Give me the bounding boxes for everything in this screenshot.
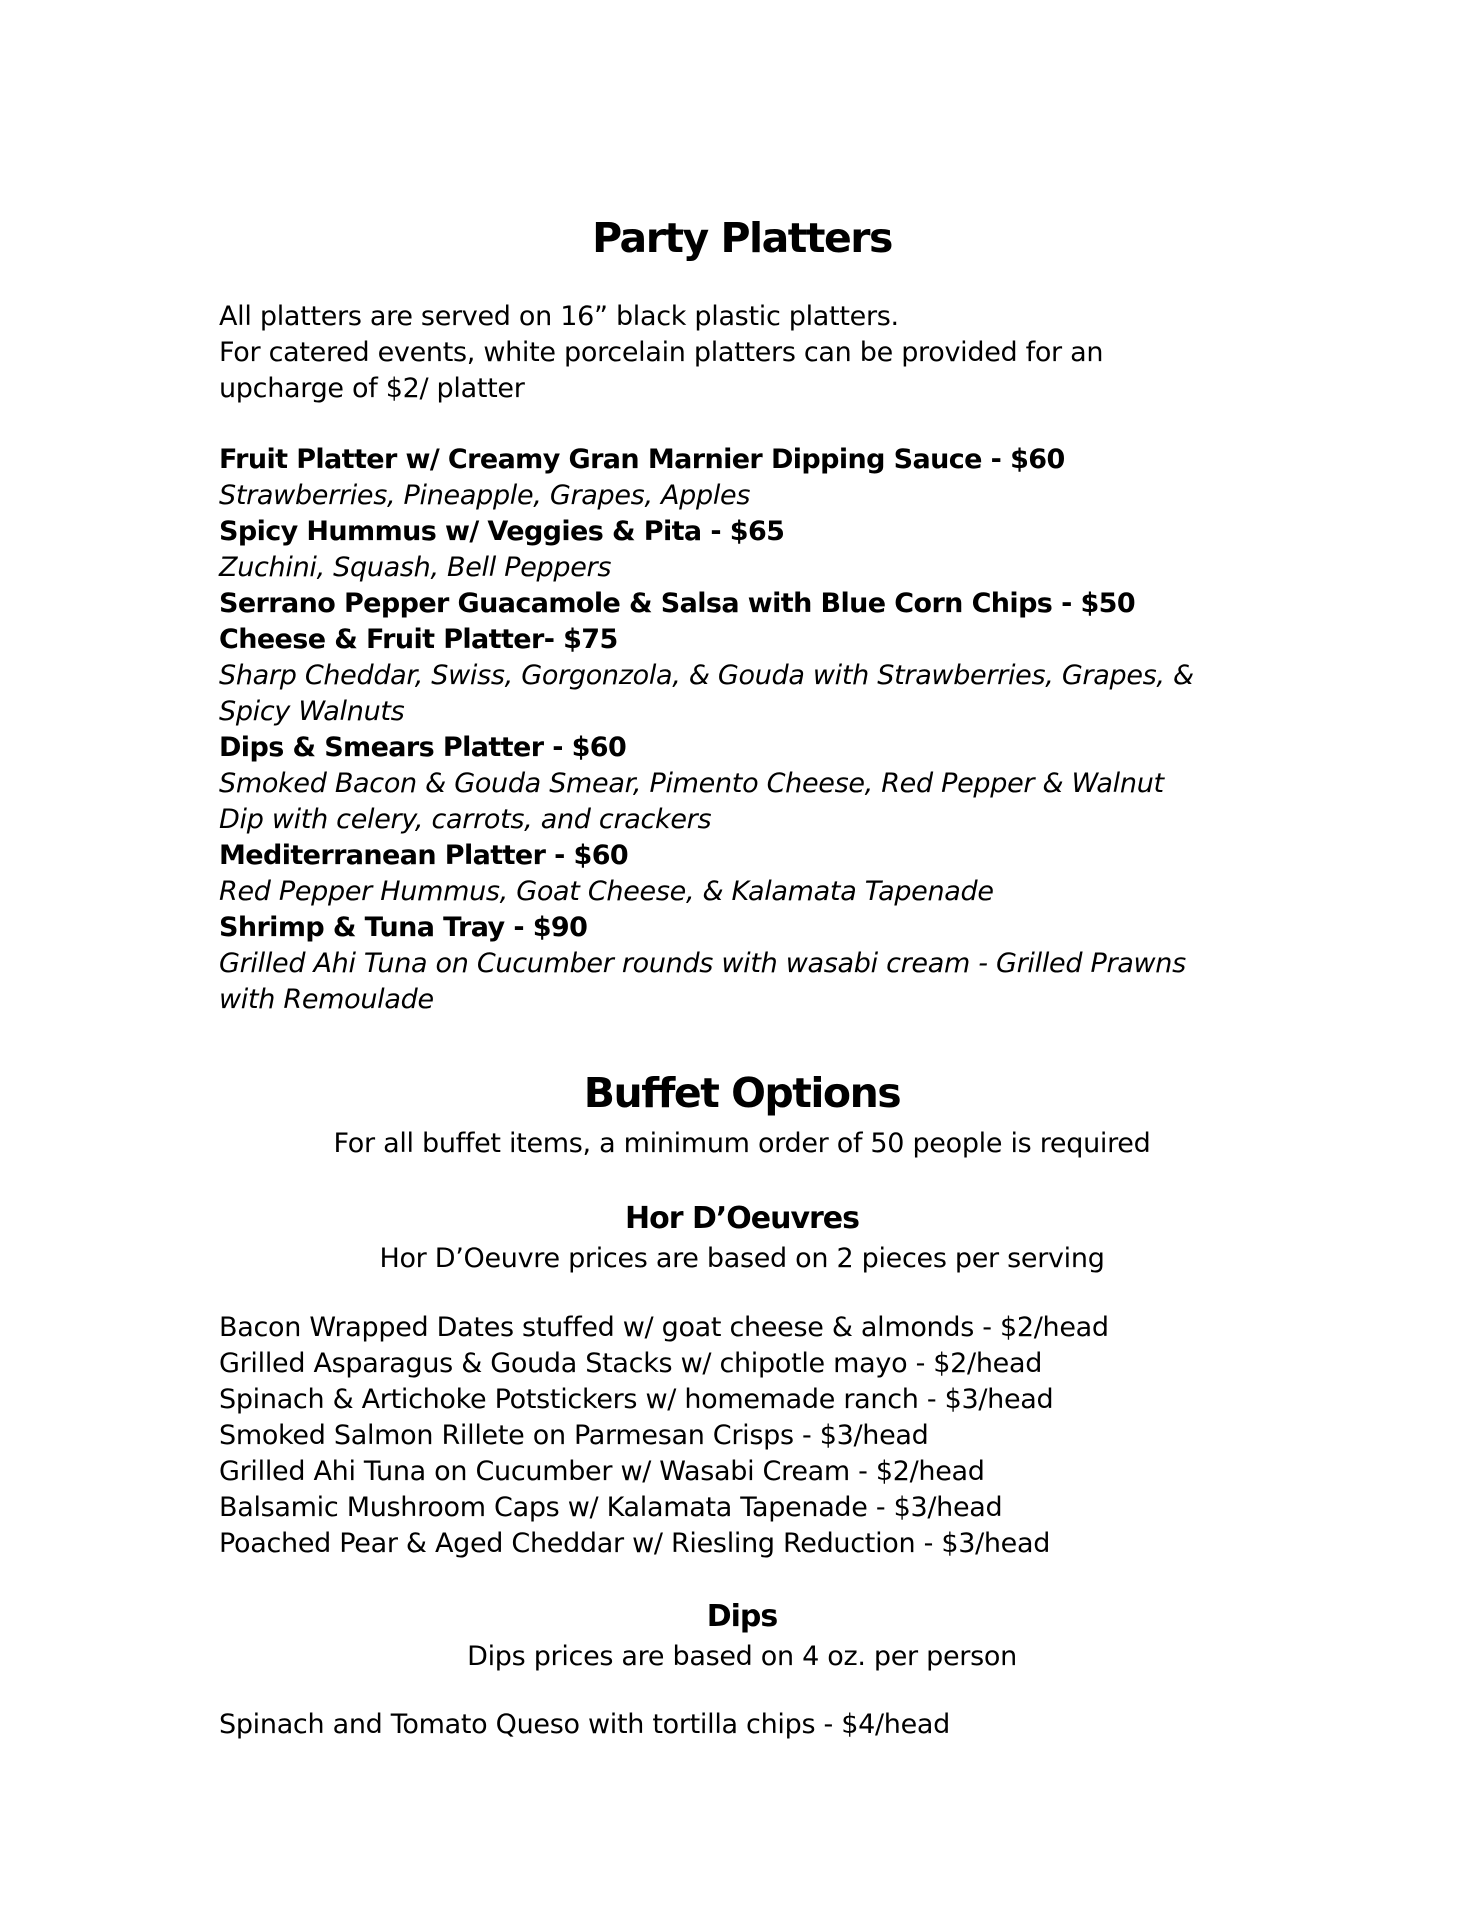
platter-description: Dip with celery, carrots, and crackers — [219, 804, 712, 835]
platter-name: Mediterranean Platter - $60 — [219, 840, 629, 871]
platter-description: Red Pepper Hummus, Goat Cheese, & Kalamata Tapenade — [219, 876, 994, 907]
platter-name: Spicy Hummus w/ Veggies & Pita - $65 — [219, 516, 785, 547]
platter-description: Grilled Ahi Tuna on Cucumber rounds with wasabi cream - Grilled Prawns — [219, 948, 1186, 979]
platter-name: Shrimp & Tuna Tray - $90 — [219, 912, 588, 943]
platter-description: Sharp Cheddar, Swiss, Gorgonzola, & Gouda with Strawberries, Grapes, & — [219, 660, 1194, 691]
list-item: Grilled Ahi Tuna on Cucumber w/ Wasabi Cream - $2/head — [219, 1456, 985, 1487]
platter-name: Cheese & Fruit Platter- $75 — [219, 624, 618, 655]
platters-list — [219, 442, 1289, 1018]
dips-heading: Dips — [706, 1599, 778, 1634]
platter-name: Serrano Pepper Guacamole & Salsa with Blue Corn Chips - $50 — [219, 588, 1136, 619]
platter-description: Zuchini, Squash, Bell Peppers — [219, 552, 612, 583]
list-item: Poached Pear & Aged Cheddar w/ Riesling Reduction - $3/head — [219, 1528, 1051, 1559]
list-item: Spinach & Artichoke Potstickers w/ homemade ranch - $3/head — [219, 1384, 1054, 1415]
hors-doeuvres-list — [219, 1310, 1289, 1562]
dips-subtitle: Dips prices are based on 4 oz. per person — [467, 1641, 1017, 1672]
platters-intro — [219, 299, 1289, 407]
intro-line: All platters are served on 16” black plastic platters. — [219, 301, 899, 332]
party-platters-heading: Party Platters — [592, 214, 892, 262]
platter-description: Spicy Walnuts — [219, 696, 405, 727]
platter-name: Fruit Platter w/ Creamy Gran Marnier Dipping Sauce - $60 — [219, 444, 1065, 475]
dips-list — [219, 1707, 1289, 1743]
hors-doeuvres-subtitle: Hor D’Oeuvre prices are based on 2 pieces per serving — [379, 1243, 1105, 1274]
list-item: Spinach and Tomato Queso with tortilla chips - $4/head — [219, 1709, 950, 1740]
list-item: Grilled Asparagus & Gouda Stacks w/ chipotle mayo - $2/head — [219, 1348, 1043, 1379]
hors-doeuvres-heading: Hor D’Oeuvres — [624, 1201, 860, 1236]
intro-line: upcharge of $2/ platter — [219, 373, 525, 404]
list-item: Bacon Wrapped Dates stuffed w/ goat cheese & almonds - $2/head — [219, 1312, 1109, 1343]
buffet-options-heading: Buffet Options — [583, 1069, 901, 1117]
platter-name: Dips & Smears Platter - $60 — [219, 732, 627, 763]
platter-description: Smoked Bacon & Gouda Smear, Pimento Cheese, Red Pepper & Walnut — [219, 768, 1164, 799]
list-item: Smoked Salmon Rillete on Parmesan Crisps - $3/head — [219, 1420, 929, 1451]
platter-description: with Remoulade — [219, 984, 434, 1015]
list-item: Balsamic Mushroom Caps w/ Kalamata Tapenade - $3/head — [219, 1492, 1003, 1523]
buffet-subtitle: For all buffet items, a minimum order of 50 people is required — [333, 1128, 1151, 1159]
platter-description: Strawberries, Pineapple, Grapes, Apples — [219, 480, 751, 511]
intro-line: For catered events, white porcelain platters can be provided for an — [219, 337, 1104, 368]
